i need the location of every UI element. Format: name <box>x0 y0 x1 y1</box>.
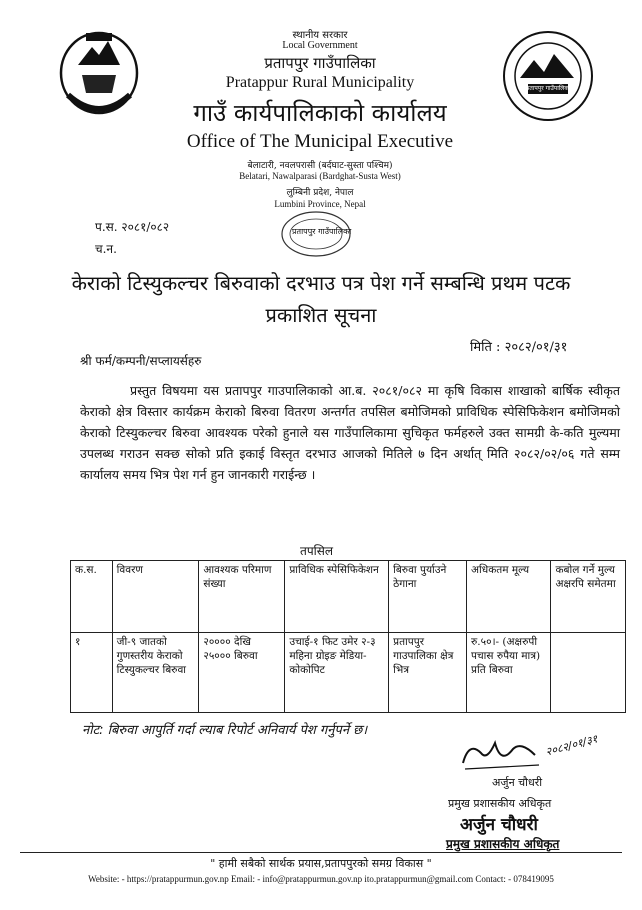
en-local-government: Local Government <box>282 40 358 51</box>
table-cell: २०००० देखि २५००० बिरुवा <box>199 633 285 713</box>
patra-sankhya: प.स. २०८१/०८२ <box>95 220 170 234</box>
header-cell: कबोल गर्ने मुल्य अक्षरपि समेतमा <box>551 561 626 633</box>
signatory-designation: प्रमुख प्रशासकीय अधिकृत <box>448 797 552 810</box>
notice-date: मिति : २०८२/०१/३१ <box>470 340 568 355</box>
handwritten-note: नोट: बिरुवा आपुर्ति गर्दा ल्याब रिपोर्ट अनिवार्य पेश गर्नुपर्ने छ। <box>82 723 368 738</box>
table-header-row <box>71 561 626 633</box>
table-cell: १ <box>71 633 113 713</box>
table-cell <box>551 633 626 713</box>
footer-divider <box>20 852 622 853</box>
office-stamp <box>278 208 354 260</box>
tapsil-table <box>70 560 626 713</box>
chalani-number: च.न. <box>95 242 117 256</box>
header-cell: अधिकतम मूल्य <box>467 561 551 633</box>
table-cell: रु.५०।- (अक्षरुपी पचास रुपैया मात्र) प्रति बिरुवा <box>467 633 551 713</box>
logo-right-inner-text: प्रतापपुर गाउँपालिका <box>526 85 571 92</box>
en-province: Lumbini Province, Nepal <box>274 199 366 209</box>
np-local-government: स्थानीय सरकार <box>292 30 348 41</box>
en-address: Belatari, Nawalparasi (Bardghat-Susta West) <box>239 171 401 181</box>
table-caption: तपसिल <box>300 544 334 558</box>
table-cell: प्रतापपुर गाउपालिका क्षेत्र भित्र <box>389 633 467 713</box>
signatory-stamp-name: अर्जुन चौधरी <box>460 815 538 835</box>
np-address: बेलाटारी, नवलपरासी (बर्दघाट-सुस्ता पश्चिम) <box>247 161 393 171</box>
notice-title-line1: केराको टिस्युकल्चर बिरुवाको दरभाउ पत्र पेश गर्ने सम्बन्धि प्रथम पटक <box>71 271 571 295</box>
nepal-emblem-logo <box>58 25 140 125</box>
en-municipality-name: Pratappur Rural Municipality <box>225 74 415 91</box>
municipality-logo <box>502 26 594 126</box>
footer-slogan: " हामी सबैको सार्थक प्रयास,प्रतापपुरको समग्र विकास " <box>210 857 432 870</box>
header-cell: क.स. <box>71 561 113 633</box>
addressee: श्री फर्म/कम्पनी/सप्लायर्सहरु <box>80 354 202 368</box>
signature-date: २०८२/०१/३१ <box>544 732 599 759</box>
en-office-name: Office of The Municipal Executive <box>186 131 454 152</box>
office-stamp-text: प्रतापपुर गाउँपालिका <box>292 227 352 236</box>
header-cell: बिरुवा पुर्याउने ठेगाना <box>389 561 467 633</box>
np-office-name: गाउँ कार्यपालिकाको कार्यालय <box>193 99 447 127</box>
header-cell: विवरण <box>112 561 199 633</box>
signatory-name: अर्जुन चौधरी <box>492 776 543 789</box>
header-cell: आवश्यक परिमाण संख्या <box>199 561 285 633</box>
footer-contacts: Website: - https://pratappurmun.gov.np Email: - info@pratappurmun.gov.np ito.pratappurmun@gmail.com Contact: - 078419095 <box>88 874 554 884</box>
notice-body: प्रस्तुत विषयमा यस प्रतापपुर गाउपालिकाको आ.ब. २०८१/०८२ मा कृषि विकास शाखाको बार्षिक स्वीकृत केराको क्षेत्र विस्तार कार्यक्रम केराको बिरुवा वितरण अन्तर्गत तपसिल बमोजिमको प्राविधिक स्पेसिफिकेशन बमोजिमको केराको टिस्युकल्चर बिरुवा आवश्यक परेको हुनाले यस गाउँपालिकामा सुचिकृत फर्महरुले उक्त सामग्री के-कति मुल्यमा उपलब्ध गराउन सक्छ सोको प्रति इकाई विस्तृत दरभाउ आजको मितिले ७ दिन अर्थात् मिति २०८२/०२/०६ गते सम्म कार्यालय समय भित्र पेश गर्न हुन जानकारी गराईन्छ । <box>80 383 620 482</box>
notice-title-line2: प्रकाशित सूचना <box>265 303 377 327</box>
table-row <box>71 633 626 713</box>
handwritten-signature <box>455 735 545 775</box>
table-cell: उचाई-१ फिट उमेर २-३ महिना ग्रोइङ मेडिया-कोकोपिट <box>285 633 389 713</box>
np-province: लुम्बिनी प्रदेश, नेपाल <box>286 188 354 198</box>
np-municipality-name: प्रतापपुर गाउँपालिका <box>264 54 376 72</box>
header-cell: प्राविधिक स्पेसिफिकेशन <box>285 561 389 633</box>
table-cell: जी-९ जातको गुणस्तरीय केराको टिस्युकल्चर बिरुवा <box>112 633 199 713</box>
signatory-stamp-designation: प्रमुख प्रशासकीय अधिकृत <box>446 837 560 851</box>
